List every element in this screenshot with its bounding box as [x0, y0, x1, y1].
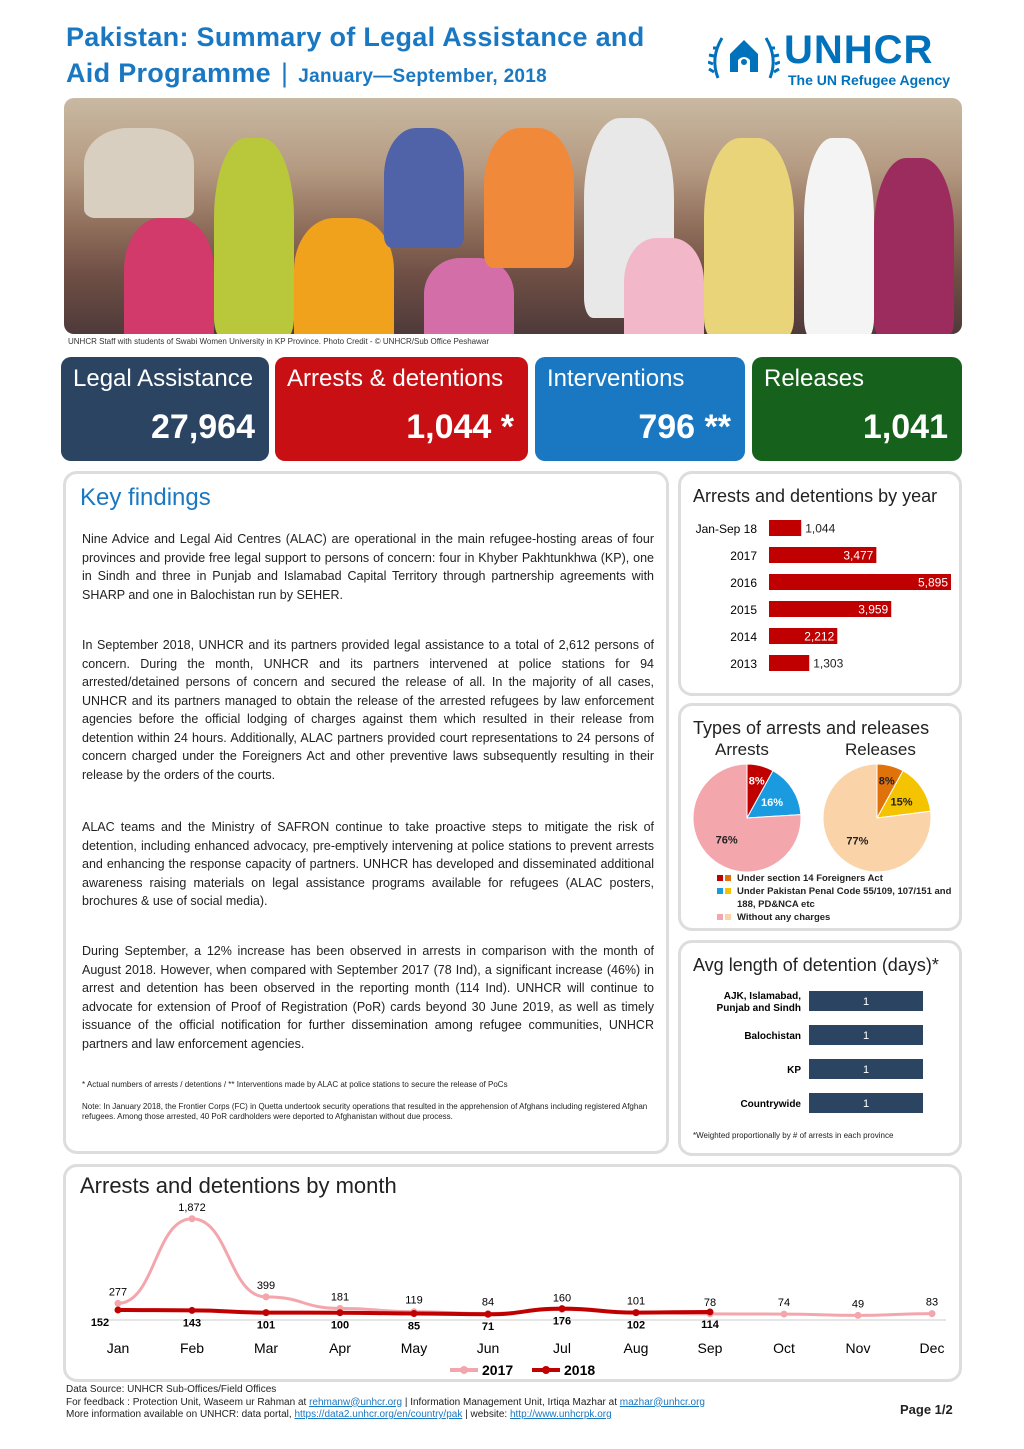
- kpi-value: 1,044 *: [406, 408, 514, 446]
- key-findings-title: Key findings: [80, 484, 211, 511]
- avg-bar-value: 1: [862, 1064, 870, 1076]
- year-bar-value: 3,477: [843, 548, 874, 563]
- series-point: [781, 1311, 788, 1318]
- legend-label: Without any charges: [737, 912, 831, 923]
- year-bar: [769, 520, 801, 536]
- types-pie-charts: [681, 762, 959, 874]
- month-tick-label: Oct: [773, 1340, 795, 1356]
- avg-bar-value: 1: [862, 1098, 870, 1110]
- kpi-label: Legal Assistance: [73, 365, 254, 392]
- kpi-value: 27,964: [151, 408, 255, 446]
- kpi-arrests-detentions: [275, 357, 528, 461]
- year-bar-value: 1,044: [805, 521, 836, 536]
- logo-wordmark: UNHCR: [784, 28, 934, 72]
- pie-legend-item: [717, 885, 957, 911]
- series-point: [855, 1312, 862, 1319]
- legend-marker: [460, 1366, 468, 1374]
- month-tick-label: Aug: [623, 1340, 649, 1356]
- series-point-label: 85: [407, 1320, 421, 1333]
- avg-detention-footnote: *Weighted proportionally by # of arrests in each province: [693, 1131, 894, 1140]
- pie-legend-item: [717, 911, 957, 924]
- pie-title-releases: Releases: [845, 740, 916, 759]
- avg-tick-label: Balochistan: [744, 1031, 801, 1042]
- unhcr-logo: [708, 28, 968, 94]
- year-bar-value: 3,959: [858, 602, 889, 617]
- year-tick-label: Jan-Sep 18: [695, 522, 757, 536]
- legend-label: Under section 14 Foreigners Act: [737, 873, 883, 884]
- more-info-text: More information available on UNHCR: data portal,: [66, 1409, 295, 1420]
- chart-title: Arrests and detentions by month: [80, 1173, 397, 1198]
- avg-detention-panel: [678, 940, 962, 1156]
- series-point: [263, 1293, 270, 1300]
- kpi-footnote: * Actual numbers of arrests / detentions / ** Interventions made by ALAC at police stations to secure the release of PoCs: [82, 1080, 508, 1089]
- series-point-label: 176: [552, 1315, 572, 1328]
- series-point: [189, 1215, 196, 1222]
- finding-paragraph: Nine Advice and Legal Aid Centres (ALAC) are operational in the main refugee-hosting areas of four provinces and provide free legal support to persons of concern: four in Khyber Pakhtunkhwa (KP), one in Sindh and three in Punjab and Islamabad Capital Territory through partnership agreements with SHARP and one in Balochistan run by SEHER.: [82, 532, 654, 602]
- year-bar-value: 2,212: [804, 629, 835, 644]
- legend-marker: [542, 1366, 550, 1374]
- avg-tick-label: KP: [787, 1065, 801, 1076]
- month-tick-label: May: [400, 1340, 428, 1356]
- month-tick-label: Jan: [106, 1340, 130, 1356]
- series-point-label: 114: [701, 1318, 719, 1331]
- series-point-label: 399: [256, 1279, 276, 1292]
- footer: [66, 1384, 705, 1422]
- key-findings-note: Note: In January 2018, the Frontier Corps (FC) in Quetta undertook security operations that resulted in the apprehension of Afghans including registered Afghan refugees. Among those arrested, 40 PoR cardholders were deported to Afghanistan without due process.: [82, 1102, 648, 1121]
- legend-label: 2017: [482, 1362, 514, 1378]
- avg-tick-label: AJK, Islamabad, Punjab and Sindh: [716, 991, 801, 1014]
- page-number: Page 1/2: [900, 1402, 953, 1417]
- series-point: [337, 1309, 344, 1316]
- avg-tick-label: Countrywide: [740, 1099, 801, 1110]
- website-link[interactable]: http://www.unhcrpk.org: [509, 1409, 612, 1420]
- series-point: [411, 1310, 418, 1317]
- feedback-line: [66, 1397, 705, 1410]
- legend-swatch: [717, 875, 723, 881]
- year-tick-label: 2013: [730, 657, 757, 671]
- series-point: [707, 1308, 714, 1315]
- year-bar-value: 5,895: [917, 575, 948, 590]
- series-point: [485, 1311, 492, 1318]
- finding-paragraph: ALAC teams and the Ministry of SAFRON continue to take proactive steps to mitigate the risk of detention, including enhanced advocacy, pre-emptively intervening at police stations to prevent arrests and enhancing the response capacity of partners. UNHCR has developed and disseminated additional awareness raising materials on legal assistance programs available for refugees (ALAC posters, brochures & use of social media).: [82, 820, 654, 908]
- email-link-im[interactable]: mazhar@unhcr.org: [619, 1396, 705, 1408]
- kpi-label: Interventions: [547, 365, 685, 392]
- data-source: Data Source: UNHCR Sub-Offices/Field Offices: [66, 1384, 277, 1395]
- pie-slice-label: 16%: [761, 797, 784, 810]
- month-tick-label: Mar: [253, 1340, 279, 1356]
- finding-paragraph: During September, a 12% increase has been observed in arrests in comparison with the month of August 2018. However, when compared with September 2017 (78 Ind), a significant increase (46%) in arrest and detention has been observed in the reporting month (114 Ind). UNHCR will continue to advocate for extension of Proof of Registration (PoR) cards beyond 30 June 2019, as well as timely issuance of the official notification for further dissemination among refugee communities, UNHCR partners and law enforcement agencies.: [82, 944, 654, 1051]
- legend-swatch: [725, 888, 731, 894]
- chart-title: Types of arrests and releases: [693, 718, 930, 738]
- key-findings-panel: [63, 471, 669, 1154]
- legend-swatch: [717, 888, 723, 894]
- arrests-by-month-chart: [66, 1201, 959, 1379]
- arrests-by-year-panel: [678, 471, 962, 696]
- kpi-value: 796 **: [638, 408, 731, 446]
- month-tick-label: Feb: [179, 1340, 205, 1356]
- unhcr-emblem-icon: [708, 28, 780, 90]
- year-tick-label: 2016: [730, 576, 757, 590]
- page-title-programme: Aid Programme: [66, 58, 271, 88]
- feedback-text: For feedback : Protection Unit, Waseem ur Rahman at: [66, 1396, 310, 1408]
- series-point-label: 84: [481, 1296, 495, 1309]
- year-tick-label: 2015: [730, 603, 757, 617]
- series-point-label: 74: [777, 1297, 791, 1310]
- pie-legend-item: [717, 872, 957, 885]
- pie-slice-label: 8%: [748, 775, 765, 788]
- kpi-interventions: [535, 357, 745, 461]
- kpi-value: 1,041: [862, 408, 948, 446]
- pie-legend: [717, 872, 957, 924]
- kpi-releases: [752, 357, 962, 461]
- series-point: [929, 1310, 936, 1317]
- arrests-by-year-chart: [681, 514, 959, 694]
- kpi-label: Releases: [764, 365, 865, 392]
- series-point-label: 119: [405, 1294, 423, 1307]
- more-info-line: [66, 1409, 705, 1422]
- data-portal-link[interactable]: https://data2.unhcr.org/en/country/pak: [294, 1409, 463, 1420]
- series-point: [115, 1300, 122, 1307]
- series-point-label: 78: [703, 1296, 717, 1309]
- legend-swatch: [717, 914, 723, 920]
- kpi-legal-assistance: [61, 357, 269, 461]
- avg-bar-value: 1: [862, 1030, 870, 1042]
- avg-detention-chart: [681, 983, 959, 1125]
- logo-tagline: The UN Refugee Agency: [788, 72, 951, 88]
- group-photo: [64, 98, 962, 334]
- series-point-label: 71: [481, 1321, 495, 1334]
- pie-slice-label: 15%: [890, 796, 913, 809]
- legend-swatch: [725, 875, 731, 881]
- series-point: [633, 1309, 640, 1316]
- series-point: [189, 1307, 196, 1314]
- avg-bar-value: 1: [862, 996, 870, 1008]
- series-point-label: 83: [925, 1296, 939, 1309]
- month-tick-label: Jul: [553, 1340, 571, 1356]
- series-point-label: 100: [330, 1319, 350, 1332]
- month-tick-label: Sep: [697, 1340, 723, 1356]
- series-point-label: 49: [851, 1298, 865, 1311]
- chart-title: Arrests and detentions by year: [693, 486, 938, 506]
- report-period: January—September, 2018: [298, 66, 548, 87]
- feedback-text-im: | Information Management Unit, Irtiqa Mazhar at: [402, 1396, 620, 1408]
- month-tick-label: Dec: [919, 1340, 945, 1356]
- finding-paragraph: In September 2018, UNHCR and its partners provided legal assistance to a total of 2,612 persons of concern. During the month, UNHCR and its partners intervened at police stations for 94 arrested/detained persons of concern and secured the release of all. In the majority of all cases, UNHCR and its partners managed to obtain the release of the arrested refugees by law enforcement agencies before the official lodging of charges against them which resulted in their release from detention within 24 hours. Additionally, ALAC partners provided court representations to 24 persons of concern charged under the Foreigners Act and other preventive laws subsequently resulting in their release by the orders of the courts.: [82, 638, 654, 782]
- pie-slice-label: 76%: [715, 834, 738, 847]
- chart-title: Avg length of detention (days)*: [693, 955, 939, 975]
- pie-title-arrests: Arrests: [715, 740, 769, 759]
- series-point-label: 101: [626, 1295, 646, 1308]
- series-point-label: 1,872: [178, 1201, 206, 1214]
- series-point: [263, 1309, 270, 1316]
- year-bar: [769, 655, 809, 671]
- month-tick-label: Nov: [845, 1340, 871, 1356]
- series-point-label: 181: [330, 1291, 350, 1304]
- series-point-label: 101: [256, 1319, 276, 1332]
- title-separator: |: [280, 58, 289, 88]
- month-tick-label: Jun: [476, 1340, 500, 1356]
- pie-slice-label: 77%: [846, 835, 869, 848]
- page-title-line1: Pakistan: Summary of Legal Assistance and: [66, 22, 645, 52]
- series-line-2017: [118, 1219, 932, 1316]
- series-point-label: 160: [552, 1292, 572, 1305]
- year-tick-label: 2017: [730, 549, 757, 563]
- year-bar-value: 1,303: [813, 656, 844, 671]
- pie-slice-label: 8%: [878, 775, 895, 788]
- series-point-label: 143: [182, 1317, 202, 1330]
- photo-caption: UNHCR Staff with students of Swabi Women University in KP Province. Photo Credit - © UNHCR/Sub Office Peshawar: [68, 337, 490, 346]
- legend-label: 2018: [564, 1362, 596, 1378]
- year-tick-label: 2014: [730, 630, 757, 644]
- kpi-label: Arrests & detentions: [287, 365, 504, 392]
- series-point: [559, 1305, 566, 1312]
- arrests-by-month-panel: [63, 1164, 962, 1382]
- legend-swatch: [725, 914, 731, 920]
- month-tick-label: Apr: [329, 1340, 351, 1356]
- legend-label: Under Pakistan Penal Code 55/109, 107/151 and 188, PD&NCA etc: [737, 886, 952, 910]
- email-link-protection[interactable]: rehmanw@unhcr.org: [309, 1396, 403, 1408]
- types-of-arrests-panel: [678, 703, 962, 931]
- series-point-label: 152: [90, 1316, 110, 1329]
- series-point-label: 277: [108, 1286, 128, 1299]
- page-title-line2: [66, 58, 547, 89]
- website-text: | website:: [462, 1409, 510, 1420]
- series-point-label: 102: [626, 1319, 646, 1332]
- series-point: [115, 1306, 122, 1313]
